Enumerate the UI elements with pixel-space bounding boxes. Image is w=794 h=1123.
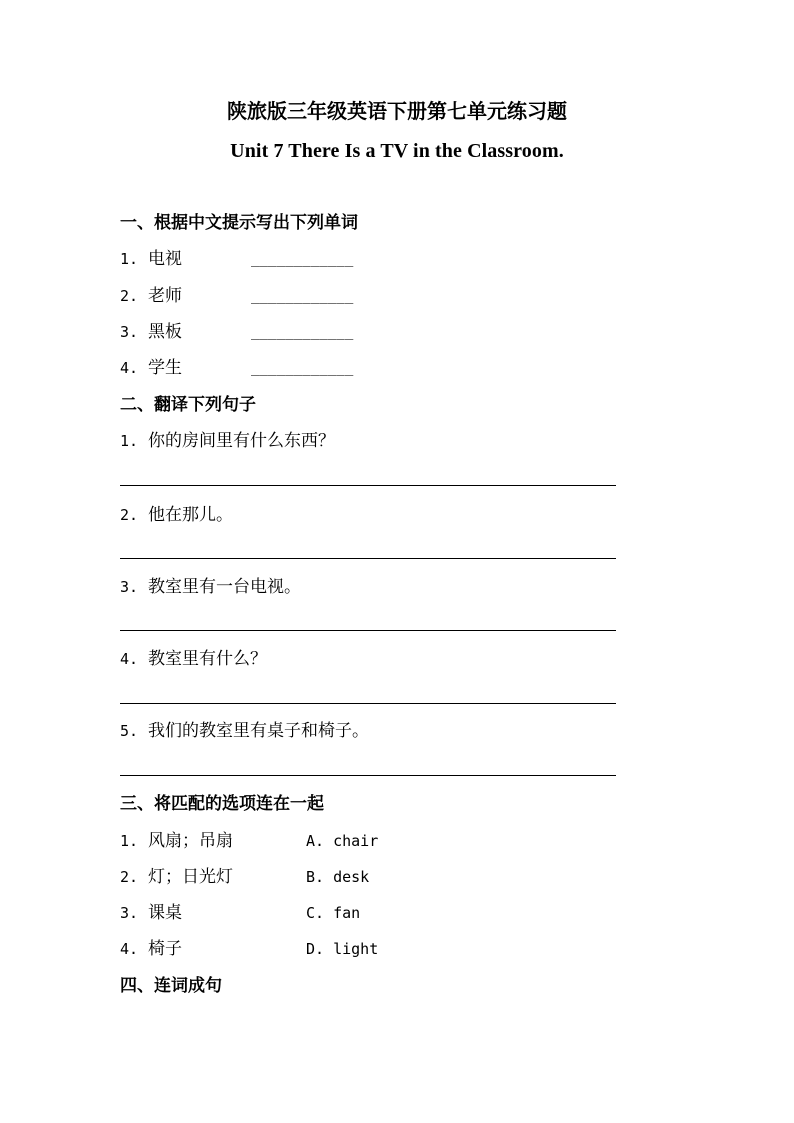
chinese-word: 电视 xyxy=(148,249,182,269)
chinese-sentence: 我们的教室里有桌子和椅子。 xyxy=(148,721,369,741)
section-2-item xyxy=(120,719,369,743)
chinese-word: 风扇；吊扇 xyxy=(148,831,233,851)
item-number: 3. xyxy=(120,323,139,341)
match-option[interactable]: C. fan xyxy=(306,904,361,922)
match-option[interactable]: A. chair xyxy=(306,832,379,850)
section-1-item xyxy=(120,320,354,344)
answer-line[interactable] xyxy=(120,630,616,631)
section-1-item xyxy=(120,284,354,308)
section-2-item xyxy=(120,429,335,453)
item-number: 5. xyxy=(120,722,139,740)
item-number: 3. xyxy=(120,904,139,922)
page-title-english: Unit 7 There Is a TV in the Classroom. xyxy=(230,140,564,162)
item-number: 3. xyxy=(120,578,139,596)
chinese-word: 学生 xyxy=(148,358,182,378)
chinese-word: 椅子 xyxy=(148,939,182,959)
answer-line[interactable] xyxy=(120,485,616,486)
chinese-word: 老师 xyxy=(148,286,182,306)
section-1-item xyxy=(120,356,354,380)
item-number: 2. xyxy=(120,287,139,305)
page-title-chinese: 陕旅版三年级英语下册第七单元练习题 xyxy=(227,99,567,123)
answer-blank[interactable]: ____________ xyxy=(251,288,354,304)
item-number: 4. xyxy=(120,359,139,377)
section-3-item xyxy=(120,865,370,889)
chinese-word: 黑板 xyxy=(148,322,182,342)
answer-blank[interactable]: ____________ xyxy=(251,324,354,340)
section-1-item xyxy=(120,247,354,271)
chinese-sentence: 你的房间里有什么东西？ xyxy=(148,431,335,451)
chinese-word: 课桌 xyxy=(148,903,182,923)
match-option[interactable]: D. light xyxy=(306,940,379,958)
chinese-word: 灯；日光灯 xyxy=(148,867,233,887)
item-number: 2. xyxy=(120,506,139,524)
section-2-heading: 二、翻译下列句子 xyxy=(120,395,256,415)
section-2-item xyxy=(120,575,301,599)
section-3-item xyxy=(120,937,379,961)
item-number: 1. xyxy=(120,832,139,850)
answer-blank[interactable]: ____________ xyxy=(251,251,354,267)
answer-blank[interactable]: ____________ xyxy=(251,360,354,376)
match-option[interactable]: B. desk xyxy=(306,868,370,886)
item-number: 2. xyxy=(120,868,139,886)
item-number: 4. xyxy=(120,650,139,668)
item-number: 1. xyxy=(120,432,139,450)
section-3-item xyxy=(120,829,379,853)
answer-line[interactable] xyxy=(120,558,616,559)
section-4-heading: 四、连词成句 xyxy=(120,976,222,996)
section-3-heading: 三、将匹配的选项连在一起 xyxy=(120,794,324,814)
section-2-item xyxy=(120,503,233,527)
chinese-sentence: 教室里有什么？ xyxy=(148,649,267,669)
item-number: 4. xyxy=(120,940,139,958)
chinese-sentence: 教室里有一台电视。 xyxy=(148,577,301,597)
answer-line[interactable] xyxy=(120,775,616,776)
answer-line[interactable] xyxy=(120,703,616,704)
item-number: 1. xyxy=(120,250,139,268)
section-2-item xyxy=(120,647,267,671)
section-3-item xyxy=(120,901,361,925)
chinese-sentence: 他在那儿。 xyxy=(148,505,233,525)
section-1-heading: 一、根据中文提示写出下列单词 xyxy=(120,213,358,233)
